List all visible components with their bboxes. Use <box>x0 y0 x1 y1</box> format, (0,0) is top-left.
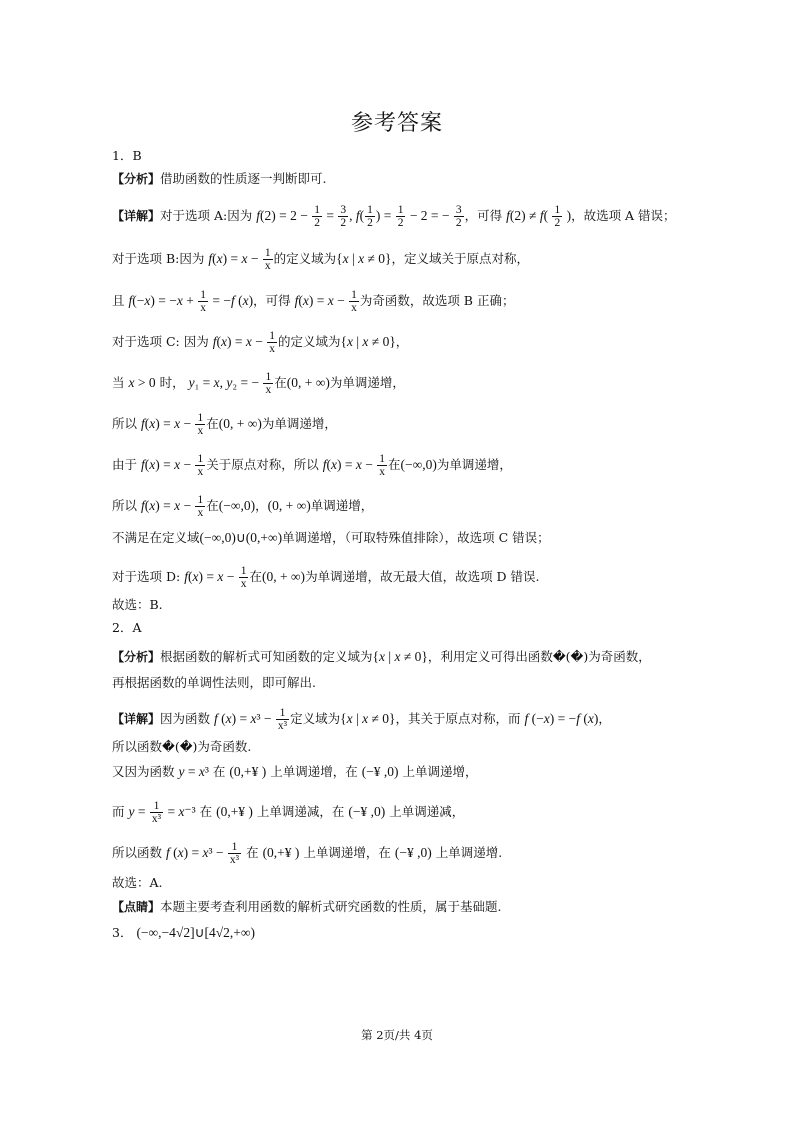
math-text: = <box>184 764 199 779</box>
math-text: ( <box>212 251 217 266</box>
math-text: − <box>247 251 262 266</box>
text-segment: 单调递增， <box>310 498 374 513</box>
text-segment: 上单调递增，在 <box>299 845 395 860</box>
math-text: { <box>340 334 347 349</box>
fraction <box>150 800 163 825</box>
math-text: x <box>358 251 365 266</box>
math-text: x <box>220 334 227 349</box>
math-text: = <box>164 804 179 819</box>
math-text: (−¥ ,0) <box>394 845 432 860</box>
text-segment: 当 <box>112 375 129 390</box>
math-text: f <box>576 711 580 726</box>
math-text: f <box>140 498 145 513</box>
fraction-denominator: x <box>197 425 204 437</box>
fraction <box>228 841 241 866</box>
math-text: ( <box>579 711 588 726</box>
math-text: (0,+¥ ) <box>229 764 267 779</box>
text-segment: 所以函数�(�)为奇函数. <box>112 739 252 754</box>
math-text: ) = <box>155 457 175 472</box>
math-text: f <box>524 711 529 726</box>
math-text: ³ <box>204 764 209 779</box>
math-text: x <box>177 845 184 860</box>
text-segment: ，可得 <box>464 208 507 223</box>
math-text: (−¥ ,0) <box>361 764 399 779</box>
text-segment: 而 <box>112 804 129 819</box>
math-text: ) = − <box>549 711 577 726</box>
math-text: | <box>348 251 359 266</box>
math-text: f <box>294 293 299 308</box>
text-line <box>112 800 712 825</box>
text-segment: 故选：B. <box>112 597 163 612</box>
math-text: ) = <box>308 293 328 308</box>
fraction <box>263 371 273 396</box>
text-line <box>112 649 712 665</box>
math-text: (0,+¥ ) <box>262 845 300 860</box>
math-text: ) = <box>375 208 395 223</box>
math-text: (0, + ∞) <box>218 416 262 431</box>
fraction-denominator: 2 <box>455 217 462 229</box>
text-segment: ， <box>395 334 409 349</box>
math-text: (−¥ ,0) <box>348 804 386 819</box>
fraction <box>195 412 205 437</box>
math-text: ( <box>217 711 226 726</box>
fraction <box>365 204 375 229</box>
text-line <box>112 707 712 732</box>
math-text: ) <box>593 711 599 726</box>
math-text: { <box>340 711 347 726</box>
math-text: x <box>241 251 248 266</box>
fraction <box>312 204 322 229</box>
math-text: f <box>506 208 510 223</box>
math-text: f <box>184 569 188 584</box>
math-text: ( <box>298 293 303 308</box>
fraction-denominator: x³ <box>277 720 288 732</box>
text-segment: 为奇函数，故选项 B 正确； <box>359 293 515 308</box>
math-text: = <box>322 208 338 223</box>
fraction-numerator: 1 <box>197 453 204 465</box>
fraction-numerator: 1 <box>197 494 204 506</box>
fraction <box>198 289 208 314</box>
section-label: 【详解】 <box>112 712 161 726</box>
math-text: f <box>214 711 218 726</box>
text-segment: ， <box>598 711 611 726</box>
text-segment: 上单调递增，在 <box>266 764 362 779</box>
text-segment: 由于 <box>112 457 141 472</box>
math-text: ) = <box>336 457 356 472</box>
math-text: y <box>226 375 233 390</box>
math-text: x <box>174 416 181 431</box>
math-text: f <box>230 293 235 308</box>
math-text: x <box>178 804 185 819</box>
math-text: (2) = 2 − <box>259 208 312 223</box>
math-text: , <box>219 375 227 390</box>
fraction-denominator: 2 <box>340 217 347 229</box>
fraction <box>396 204 406 229</box>
text-segment: 根据函数的解析式可知函数的定义域为 <box>160 649 373 664</box>
math-text: ) = <box>231 711 251 726</box>
math-text: (0, + ∞) <box>267 498 311 513</box>
math-text: − <box>251 334 267 349</box>
fraction <box>338 204 348 229</box>
text-segment: 的定义域为 <box>273 251 337 266</box>
text-segment: 再根据函数的单调性法则，即可解出. <box>112 675 316 690</box>
fraction-denominator: x <box>197 466 204 478</box>
math-text: ( <box>187 569 193 584</box>
math-text: x <box>149 416 156 431</box>
fraction-numerator: 1 <box>397 204 404 216</box>
text-segment: 对于选项 A:因为 <box>160 208 257 223</box>
fraction-denominator: 2 <box>314 217 320 229</box>
text-line <box>112 371 712 396</box>
text-segment: 2．A <box>112 620 142 635</box>
fraction <box>454 204 464 229</box>
math-text: | <box>352 711 363 726</box>
text-segment: ，其关于原点对称，而 <box>395 711 525 726</box>
text-segment: 在 <box>206 498 219 513</box>
math-text: ( <box>144 498 150 513</box>
text-line <box>112 148 712 164</box>
text-line <box>112 204 712 229</box>
math-text: f <box>539 208 544 223</box>
math-text: x <box>149 498 156 513</box>
fraction-numerator: 1 <box>351 289 357 301</box>
math-text: ₁ = <box>194 375 214 390</box>
math-text: x <box>225 711 232 726</box>
math-text: ( <box>169 845 178 860</box>
text-segment: 在 <box>208 764 230 779</box>
fraction-numerator: 1 <box>554 204 561 216</box>
math-text: x <box>198 764 205 779</box>
math-text: y <box>188 375 195 390</box>
math-text: x <box>176 293 183 308</box>
math-text: ) = <box>226 334 246 349</box>
fraction-denominator: x <box>351 302 357 314</box>
section-label: 【分析】 <box>112 650 161 664</box>
math-text: − <box>180 416 195 431</box>
math-text: ) = − <box>150 293 177 308</box>
math-text: f <box>256 208 260 223</box>
fraction-numerator: 1 <box>264 247 271 259</box>
text-segment: 3． <box>112 925 137 940</box>
math-text: (0, + ∞) <box>286 375 330 390</box>
math-text: (−∞,−4√2]∪[4√2,+∞) <box>136 925 255 940</box>
math-text: (2) ≠ <box>509 208 540 223</box>
fraction-numerator: 3 <box>455 204 462 216</box>
math-text: ₂ = − <box>232 375 263 390</box>
fraction <box>195 494 205 519</box>
math-text: , <box>349 208 356 223</box>
fraction <box>349 289 359 314</box>
math-text: ( <box>543 208 552 223</box>
math-text: x <box>394 649 401 664</box>
math-text: ( <box>359 208 365 223</box>
math-text: f <box>128 293 133 308</box>
text-segment: 在 <box>242 845 263 860</box>
fraction <box>263 247 273 272</box>
section-label: 【点睛】 <box>112 900 161 914</box>
math-text: x <box>242 293 249 308</box>
math-text: x <box>216 251 223 266</box>
math-text: f <box>212 334 217 349</box>
text-segment: 单调递增，（可取特殊值排除），故选项 C 错误； <box>282 530 550 545</box>
fraction-numerator: 1 <box>240 565 247 577</box>
math-text: ≠ 0} <box>364 251 392 266</box>
math-text: ) <box>248 293 254 308</box>
fraction-numerator: 3 <box>340 204 347 216</box>
text-segment: 在 <box>195 804 217 819</box>
text-segment: 上单调递减，在 <box>252 804 349 819</box>
math-text: x <box>174 457 181 472</box>
math-text: − <box>223 569 238 584</box>
math-text: x <box>217 569 224 584</box>
math-text: ) = <box>155 498 175 513</box>
fraction-numerator: 1 <box>228 841 241 854</box>
fraction-numerator: 1 <box>314 204 320 216</box>
math-text: ( <box>234 293 243 308</box>
math-text: (− <box>528 711 544 726</box>
fraction <box>276 707 289 732</box>
text-segment: 在 <box>249 569 262 584</box>
section-label: 【分析】 <box>112 172 161 186</box>
text-line <box>112 565 712 590</box>
fraction-numerator: 1 <box>276 707 289 720</box>
math-text: (− <box>132 293 145 308</box>
text-segment: 借助函数的性质逐一判断即可. <box>160 171 327 186</box>
fraction <box>195 453 205 478</box>
math-text: ≠ 0} <box>400 649 428 664</box>
fraction-numerator: 1 <box>150 800 163 813</box>
math-text: f <box>355 208 360 223</box>
text-segment: 上单调递增. <box>431 845 503 860</box>
math-text: = <box>134 804 149 819</box>
math-text: x <box>362 711 369 726</box>
fraction <box>377 453 387 478</box>
math-text: ) = <box>155 416 175 431</box>
math-text: x <box>302 293 309 308</box>
text-segment: 故选：A. <box>112 875 163 890</box>
text-segment: 又因为函数 <box>112 764 179 779</box>
math-text: | <box>385 649 395 664</box>
math-text: { <box>336 251 343 266</box>
text-line <box>112 675 712 691</box>
math-text: (0, + ∞) <box>261 569 306 584</box>
math-text: (−∞,0) <box>400 457 437 472</box>
math-text: ³ − <box>208 845 227 860</box>
text-segment: 时， <box>155 375 189 390</box>
math-text: x <box>362 334 369 349</box>
math-text: ( <box>326 457 331 472</box>
text-line <box>112 412 712 437</box>
text-line <box>112 289 712 314</box>
text-segment: 为单调递增， <box>261 416 337 431</box>
math-text: x <box>213 375 220 390</box>
fraction <box>552 204 562 229</box>
text-segment: 对于选项 B:因为 <box>112 251 209 266</box>
math-text: − <box>180 498 195 513</box>
fraction-denominator: 2 <box>367 217 373 229</box>
text-segment: 对于选项 D: <box>112 569 185 584</box>
fraction-denominator: x³ <box>151 813 162 825</box>
fraction-denominator: x <box>265 384 272 396</box>
math-text: x <box>330 457 337 472</box>
text-segment: 且 <box>112 293 129 308</box>
text-line <box>112 494 712 519</box>
text-line <box>112 739 712 755</box>
text-segment: 为单调递增， <box>329 375 405 390</box>
text-segment: 为单调递增，故无最大值，故选项 D 错误. <box>305 569 540 584</box>
math-text: f <box>140 457 145 472</box>
text-segment: 为单调递增， <box>436 457 512 472</box>
page-footer: 第 2页/共 4页 <box>361 1028 433 1042</box>
math-text: (−∞,0)∪(0,+∞) <box>199 530 283 545</box>
math-text: f <box>165 845 170 860</box>
math-text: x <box>346 711 353 726</box>
math-text: + <box>182 293 198 308</box>
text-segment: 不满足在定义域 <box>112 530 200 545</box>
section-label: 【详解】 <box>112 209 161 223</box>
math-text: x <box>202 845 209 860</box>
fraction-denominator: x³ <box>229 854 240 866</box>
math-text: x <box>144 293 151 308</box>
math-text: > 0 <box>134 375 156 390</box>
math-text: = − <box>208 293 231 308</box>
math-text: − 2 = − <box>406 208 453 223</box>
text-segment: 上单调递减， <box>385 804 465 819</box>
text-line <box>112 171 712 187</box>
fraction <box>267 330 277 355</box>
page-title: 参考答案 <box>350 111 443 136</box>
math-text: − <box>361 457 377 472</box>
text-segment: ，利用定义可得出函数�(�)为奇函数， <box>427 649 651 664</box>
math-text: ( <box>144 457 150 472</box>
fraction-numerator: 1 <box>367 204 373 216</box>
math-text: x <box>355 457 362 472</box>
math-text: ) <box>563 208 572 223</box>
fraction-denominator: x <box>264 260 271 272</box>
fraction-numerator: 1 <box>200 289 206 301</box>
math-text: ≠ 0} <box>368 711 396 726</box>
fraction-denominator: x <box>197 507 204 519</box>
math-text: − <box>333 293 349 308</box>
math-text: x <box>327 293 334 308</box>
text-line <box>112 899 712 915</box>
text-line <box>112 875 712 891</box>
math-text: y <box>178 764 185 779</box>
math-text: (−∞,0) <box>218 498 256 513</box>
math-text: f <box>322 457 327 472</box>
fraction-denominator: x <box>269 343 275 355</box>
text-segment: 本题主要考查利用函数的解析式研究函数的性质，属于基础题. <box>160 899 502 914</box>
text-segment: 1．B <box>112 148 142 163</box>
text-segment: 关于原点对称，所以 <box>206 457 323 472</box>
math-text: x <box>379 649 386 664</box>
fraction-numerator: 1 <box>269 330 275 342</box>
text-line <box>112 530 712 546</box>
text-line <box>112 841 712 866</box>
text-segment: 在 <box>274 375 287 390</box>
text-line <box>112 453 712 478</box>
math-text: ) = <box>198 569 218 584</box>
math-text: ( <box>216 334 221 349</box>
text-segment: 的定义域为 <box>277 334 341 349</box>
fraction-denominator: 2 <box>397 217 404 229</box>
math-text: f <box>208 251 213 266</box>
text-segment: 对于选项 C: 因为 <box>112 334 213 349</box>
math-text: x <box>342 251 349 266</box>
text-line <box>112 597 712 613</box>
math-text: x <box>128 375 135 390</box>
math-text: ) = <box>222 251 242 266</box>
text-segment: 所以 <box>112 498 141 513</box>
fraction-denominator: x <box>379 466 385 478</box>
math-text: − <box>180 457 195 472</box>
text-segment: 定义域为 <box>290 711 341 726</box>
math-text: (0,+¥ ) <box>216 804 253 819</box>
math-text: ⁻³ <box>184 804 196 819</box>
text-line <box>112 330 712 355</box>
text-line <box>112 620 712 636</box>
text-segment: ，可得 <box>253 293 295 308</box>
fraction <box>239 565 249 590</box>
math-text: ≠ 0} <box>368 334 396 349</box>
fraction-denominator: x <box>240 578 247 590</box>
math-text: f <box>140 416 145 431</box>
text-line <box>112 764 712 780</box>
math-text: x <box>149 457 156 472</box>
math-text: | <box>352 334 363 349</box>
fraction-numerator: 1 <box>379 453 385 465</box>
math-text: x <box>174 498 181 513</box>
fraction-numerator: 1 <box>197 412 204 424</box>
text-segment: 所以 <box>112 416 141 431</box>
math-text: ( <box>144 416 150 431</box>
math-text: ) = <box>183 845 203 860</box>
text-segment: ，故选项 A 错误； <box>571 208 676 223</box>
math-text: ³ − <box>256 711 275 726</box>
text-segment: ， <box>255 498 268 513</box>
math-text: x <box>192 569 199 584</box>
math-text: x <box>346 334 353 349</box>
fraction-numerator: 1 <box>265 371 272 383</box>
math-text: x <box>543 711 550 726</box>
fraction-denominator: x <box>200 302 206 314</box>
text-line <box>112 247 712 272</box>
math-text: { <box>372 649 380 664</box>
text-segment: 所以函数 <box>112 845 166 860</box>
math-text: x <box>250 711 257 726</box>
text-segment: ，定义域关于原点对称， <box>391 251 529 266</box>
text-segment: 上单调递增， <box>398 764 478 779</box>
text-segment: 因为函数 <box>160 711 214 726</box>
math-text: x <box>245 334 252 349</box>
math-text: x <box>587 711 594 726</box>
math-text: y <box>128 804 135 819</box>
text-segment: 在 <box>206 416 219 431</box>
text-segment: 在 <box>387 457 401 472</box>
text-line <box>112 925 712 941</box>
fraction-denominator: 2 <box>554 217 561 229</box>
